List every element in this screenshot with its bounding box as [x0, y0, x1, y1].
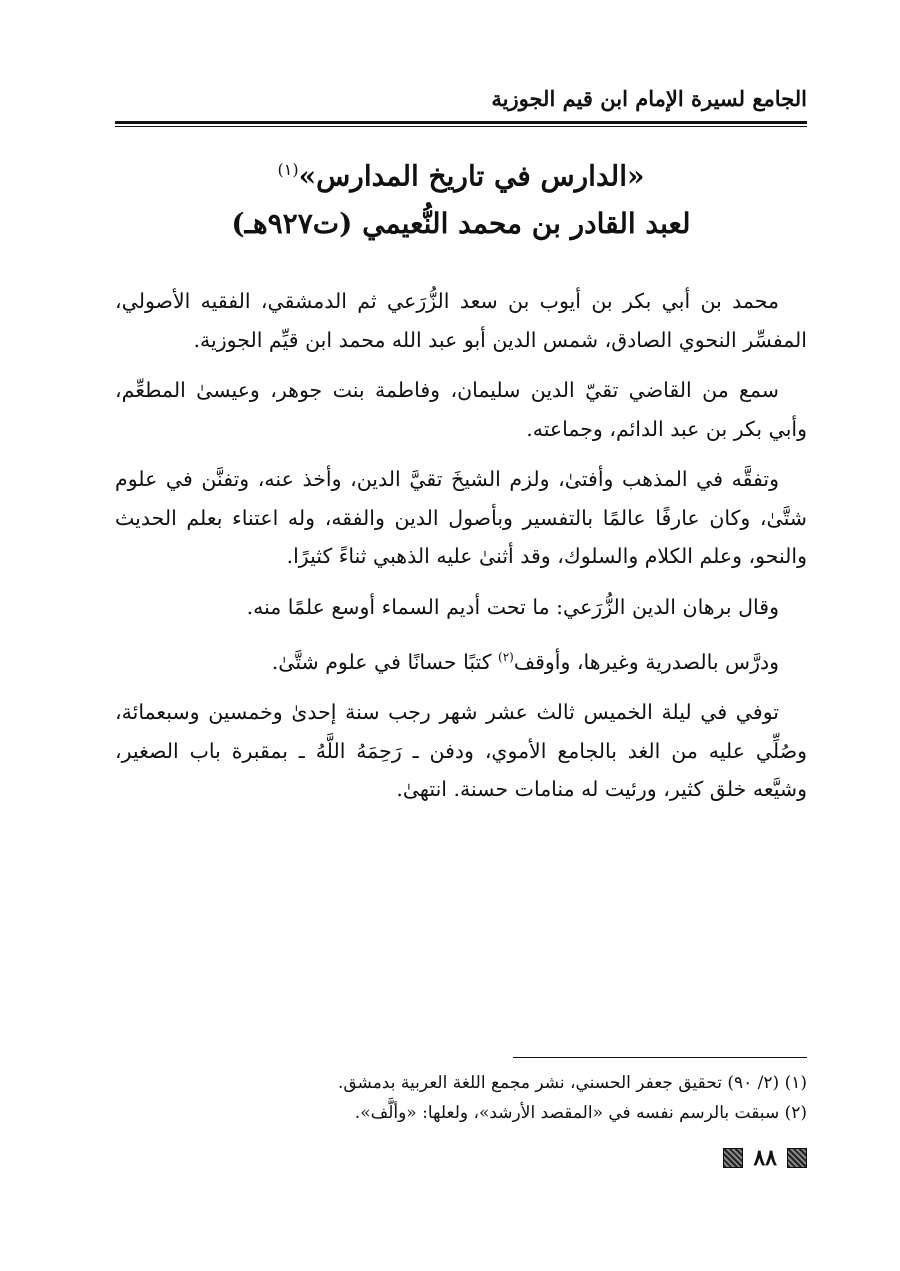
paragraph-3: وتفقَّه في المذهب وأفتىٰ، ولزم الشيخَ تقيَّ الدين، وأخذ عنه، وتفنَّن في علوم شتَّىٰ، وكان عارفًا عالمًا بالتفسير وبأصول الدين والفقه، وله اعتناء بعلم الحديث والنحو، وعلم الكلام والسلوك، وقد أثنىٰ عليه الذهبي ثناءً كثيرًا. — [115, 467, 807, 568]
paragraph-2: سمع من القاضي تقيّ الدين سليمان، وفاطمة بنت جوهر، وعيسىٰ المطعِّم، وأبي بكر بن عبد الدائم، وجماعته. — [115, 378, 807, 441]
paragraph-1: محمد بن أبي بكر بن أيوب بن سعد الزُّرَعي ثم الدمشقي، الفقيه الأصولي، المفسِّر النحوي الصادق، شمس الدين أبو عبد الله محمد ابن قيِّم الجوزية. — [115, 289, 807, 352]
book-page — [115, 0, 807, 1271]
page-number-block — [723, 1144, 807, 1172]
title-text: «الدارس في تاريخ المدارس» — [298, 159, 645, 193]
title-footnote-ref[interactable]: (١) — [277, 160, 299, 179]
ornament-icon — [723, 1148, 743, 1168]
paragraph-5 — [115, 638, 807, 681]
running-header-title: الجامع لسيرة الإمام ابن قيم الجوزية — [491, 86, 807, 111]
title-line-2: لعبد القادر بن محمد النُّعيمي (ت٩٢٧هـ) — [231, 207, 691, 241]
header-rule-thin — [115, 126, 807, 127]
paragraph-6: توفي في ليلة الخميس ثالث عشر شهر رجب سنة إحدىٰ وخمسين وسبعمائة، وصُلِّي عليه من الغد بالجامع الأموي، ودفن ـ رَحِمَهُ اللَّهُ ـ بمقبرة باب الصغير، وشيَّعه خلق كثير، ورئيت له منامات حسنة. انتهىٰ. — [115, 700, 807, 802]
paragraph-4: وقال برهان الدين الزُّرَعي: ما تحت أديم السماء أوسع علمًا منه. — [246, 594, 779, 619]
footnote-separator — [513, 1057, 807, 1058]
ornament-icon — [787, 1148, 807, 1168]
footnote-1: (١) (٢/ ٩٠) تحقيق جعفر الحسني، نشر مجمع اللغة العربية بدمشق. — [337, 1073, 807, 1093]
page-number: ٨٨ — [753, 1145, 777, 1171]
section-title — [115, 146, 807, 248]
header-rule — [115, 121, 807, 124]
footnote-2: (٢) سبقت بالرسم نفسه في «المقصد الأرشد»، ولعلها: «وألَّف». — [354, 1103, 807, 1123]
footnote-ref-2[interactable]: (٢) — [498, 650, 514, 664]
body-text — [115, 282, 807, 821]
footnotes — [115, 1068, 807, 1128]
title-line-1 — [115, 146, 807, 200]
paragraph-5-end: كتبًا حسانًا في علوم شتَّىٰ. — [271, 649, 499, 674]
paragraph-5-start: ودرَّس بالصدرية وغيرها، وأوقف — [513, 649, 779, 674]
